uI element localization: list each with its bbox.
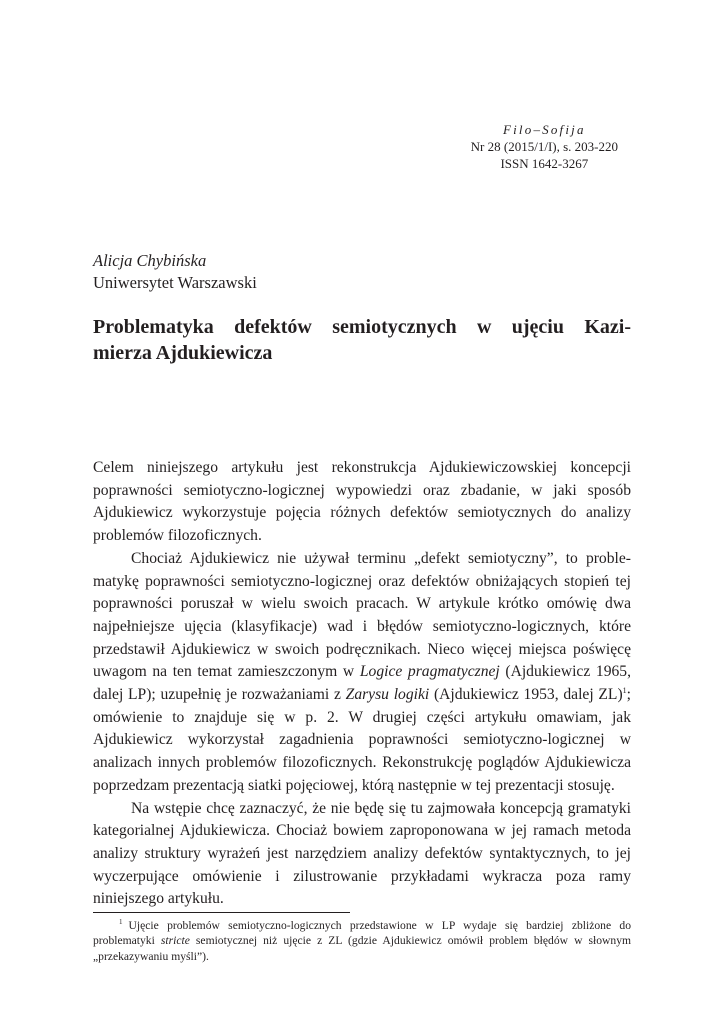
footnote-reference[interactable]: 1 (622, 686, 627, 696)
paragraph-2-text-a: Chociaż Ajdukiewicz nie używał terminu „defekt semiotyczny”, to problematykę poprawności semiotyczno-logicznej oraz defektów obniżających stopień tej poprawności poruszał w wielu swoich pracach. W artykule krótko omówię dwa najpełniejsze ujęcia (klasyfikacje) wad i błędów semiotyczno-logicznych, które przedstawił Ajdukiewicz w swoich podręcznikach. Nieco więcej miejsca poświęcę uwagom na ten temat zamieszczonym w (93, 549, 631, 681)
footnote-emphasis: stricte (160, 934, 190, 948)
paragraph-2-text-d: ; omówienie to znajduje się w p. 2. W drugiej części artykułu omawiam, jak Ajdukiewicz wykorzystał zagadnienia poprawności semiotyczno-logicznej w analizach innych problemów filozoficznych. Rekonstrukcję poglądów Ajdukiewicza poprzedzam prezentacją siatki pojęciowej, którą następnie w tej prezentacji stosuję. (93, 686, 631, 794)
footnote-divider (93, 912, 350, 913)
author-affiliation: Uniwersytet Warszawski (93, 273, 257, 292)
title-line-1: Problematyka defektów semiotycznych w ujęciu Kazi- (93, 316, 631, 338)
paragraph-2-text-c: (Ajdukiewicz 1953, dalej ZL) (429, 686, 623, 704)
paragraph-3: Na wstępie chcę zaznaczyć, że nie będę się tu zajmowała koncepcją gramatyki kategorialnej Ajdukiewicza. Chociaż bowiem zaproponowana w jej ramach metoda analizy struktury wyrażeń jest narzędziem analizy defektów syntaktycznych, to jej wyczerpujące omówienie i zilustrowanie przykładami wykracza poza ramy niniejszego artykułu. (93, 799, 631, 908)
footnote-text-b: semiotycznej niż ujęcie z ZL (gdzie Ajdukiewicz omówił problem błędów w słownym „przekazywaniu myśli”). (93, 934, 632, 963)
paragraph-1: Celem niniejszego artykułu jest rekonstrukcja Ajdukiewiczowskiej koncepcji poprawności semiotyczno-logicznej wypowiedzi oraz zbadanie, w jaki sposób Ajdukiewicz wykorzystuje pojęcia różnych defektów semiotycznych do analizy problemów filozoficznych. (93, 459, 631, 545)
citation-logika-pragmatyczna: Logice pragmatycznej (359, 663, 500, 681)
journal-issue: Nr 28 (2015/1/I), s. 203-220 (470, 139, 618, 154)
title-line-2: mierza Ajdukiewicza (93, 342, 273, 364)
footnote-text-a: Ujęcie problemów semiotyczno-logicznych przedstawione w LP wydaje się bardziej zbliżone do problematyki (93, 919, 631, 948)
journal-header (471, 121, 618, 172)
author-block (93, 250, 257, 294)
paragraph-2 (93, 548, 631, 798)
author-name: Alicja Chybińska (93, 251, 207, 270)
footnote (93, 918, 631, 964)
journal-name: Filo–Sofija (502, 122, 586, 137)
journal-issn: ISSN 1642-3267 (500, 156, 589, 171)
citation-zarys-logiki: Zarysu logiki (345, 686, 430, 704)
article-title (93, 314, 631, 366)
article-body (93, 457, 631, 911)
paragraph-2-text-b: (Ajdukiewicz 1965, dalej LP); uzupełnię je rozważaniami z (93, 663, 631, 704)
footnote-number: 1 (119, 918, 123, 926)
